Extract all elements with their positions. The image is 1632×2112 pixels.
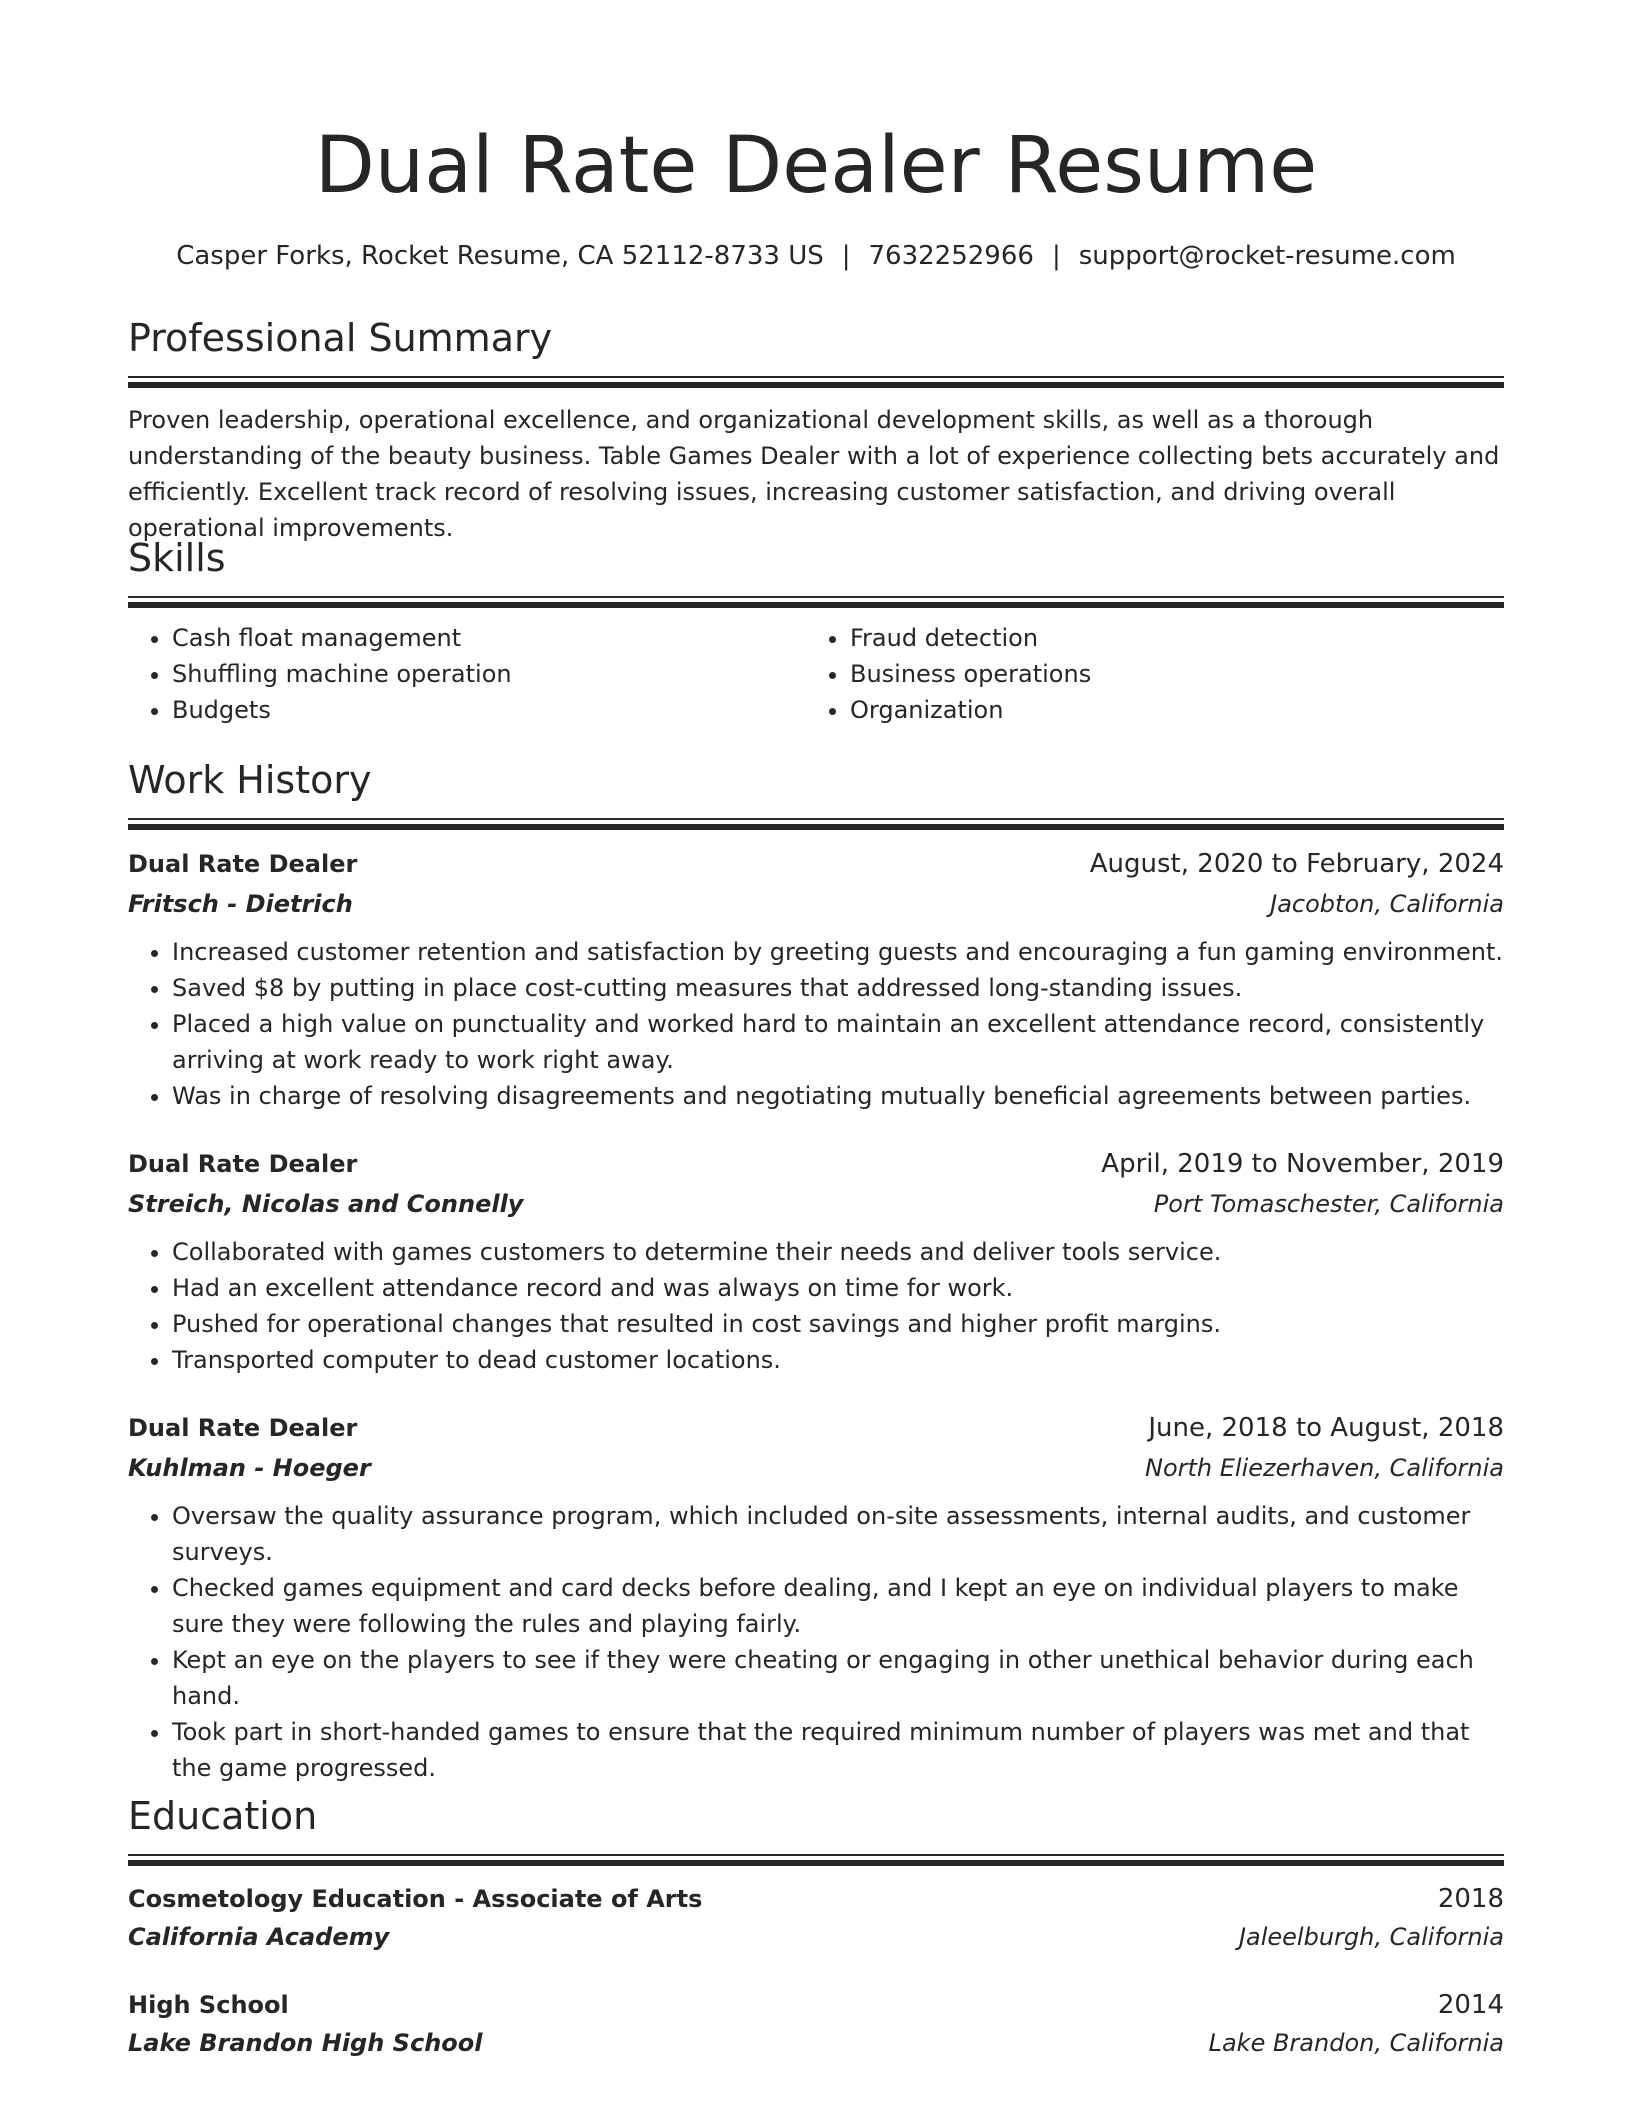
contact-separator: |	[1051, 241, 1061, 271]
work-history-section	[128, 754, 1504, 1786]
section-title-summary: Professional Summary	[128, 316, 553, 360]
job-company: Kuhlman - Hoeger	[128, 1454, 371, 1482]
summary-text: Proven leadership, operational excellence, and organizational development skills, as well as a thorough understanding of the beauty business. Table Games Dealer with a lot of experience collecting bets accurately and efficiently. Excellent track record of resolving issues, increasing customer satisfaction, and driving overall operational improvements.	[128, 406, 1500, 542]
job-title: Dual Rate Dealer	[128, 1414, 358, 1442]
contact-line	[128, 238, 1504, 274]
job-bullet: • Oversaw the quality assurance program, which included on-site assessments, internal audits, and customer surveys.	[172, 1498, 1504, 1570]
job-dates: April, 2019 to November, 2019	[1101, 1149, 1504, 1179]
section-title-education: Education	[128, 1794, 318, 1838]
job-company: Fritsch - Dietrich	[128, 890, 353, 918]
education-location: Lake Brandon, California	[1208, 2029, 1504, 2057]
job-bullet: • Was in charge of resolving disagreements and negotiating mutually beneficial agreements between parties.	[172, 1078, 1504, 1114]
job-title: Dual Rate Dealer	[128, 1150, 358, 1178]
education-school: California Academy	[128, 1923, 390, 1951]
job-bullet: • Had an excellent attendance record and was always on time for work.	[172, 1270, 1504, 1306]
section-divider	[128, 818, 1504, 828]
education-entry	[128, 1880, 1504, 1956]
job-dates: August, 2020 to February, 2024	[1089, 849, 1504, 879]
section-title-work-history: Work History	[128, 758, 372, 802]
job-bullet: • Collaborated with games customers to determine their needs and deliver tools service.	[172, 1234, 1504, 1270]
section-divider	[128, 1854, 1504, 1864]
contact-phone: 7632252966	[868, 241, 1034, 271]
section-title-skills: Skills	[128, 536, 226, 580]
job-bullet: • Increased customer retention and satisfaction by greeting guests and encouraging a fun gaming environment.	[172, 934, 1504, 970]
job-company: Streich, Nicolas and Connelly	[128, 1190, 524, 1218]
education-school: Lake Brandon High School	[128, 2029, 483, 2057]
summary-section	[128, 312, 1504, 546]
job-bullet: • Transported computer to dead customer locations.	[172, 1342, 1504, 1378]
job-bullet: • Took part in short-handed games to ensure that the required minimum number of players was met and that the game progressed.	[172, 1714, 1504, 1786]
job-location: North Eliezerhaven, California	[1145, 1454, 1504, 1482]
job-bullet: • Pushed for operational changes that resulted in cost savings and higher profit margins.	[172, 1306, 1504, 1342]
section-divider	[128, 376, 1504, 386]
job-entry	[128, 844, 1504, 1114]
education-year: 2018	[1437, 1884, 1504, 1914]
section-divider	[128, 596, 1504, 606]
job-entry	[128, 1408, 1504, 1786]
job-location: Port Tomaschester, California	[1153, 1190, 1504, 1218]
skill-item: • Organization	[850, 692, 1484, 728]
job-dates: June, 2018 to August, 2018	[1148, 1413, 1504, 1443]
contact-email: support@rocket-resume.com	[1078, 241, 1456, 271]
job-bullet: • Checked games equipment and card decks before dealing, and I kept an eye on individual players to make sure they were following the rules and playing fairly.	[172, 1570, 1504, 1642]
skills-column-right	[806, 620, 1484, 728]
job-bullets	[128, 934, 1504, 1114]
resume-title: Dual Rate Dealer Resume	[314, 121, 1318, 211]
skill-item: • Shuffling machine operation	[172, 656, 806, 692]
skills-section	[128, 532, 1504, 728]
contact-separator: |	[841, 241, 851, 271]
education-degree: High School	[128, 1991, 289, 2019]
job-entry	[128, 1144, 1504, 1378]
job-bullet: • Placed a high value on punctuality and worked hard to maintain an excellent attendance record, consistently arriving at work ready to work right away.	[172, 1006, 1504, 1078]
skill-item: • Budgets	[172, 692, 806, 728]
job-location: Jacobton, California	[1270, 890, 1504, 918]
skills-column-left	[128, 620, 806, 728]
skill-item: • Fraud detection	[850, 620, 1484, 656]
job-bullets	[128, 1234, 1504, 1378]
skill-item: • Cash float management	[172, 620, 806, 656]
education-entry	[128, 1986, 1504, 2062]
skill-item: • Business operations	[850, 656, 1484, 692]
education-degree: Cosmetology Education - Associate of Arts	[128, 1885, 703, 1913]
skills-list	[128, 620, 1504, 728]
job-bullet: • Saved $8 by putting in place cost-cutting measures that addressed long-standing issues.	[172, 970, 1504, 1006]
job-title: Dual Rate Dealer	[128, 850, 358, 878]
job-bullets	[128, 1498, 1504, 1786]
education-year: 2014	[1437, 1990, 1504, 2020]
contact-address: Casper Forks, Rocket Resume, CA 52112-8733 US	[176, 241, 824, 271]
education-section	[128, 1790, 1504, 2062]
job-bullet: • Kept an eye on the players to see if they were cheating or engaging in other unethical behavior during each hand.	[172, 1642, 1504, 1714]
education-location: Jaleelburgh, California	[1238, 1923, 1504, 1951]
